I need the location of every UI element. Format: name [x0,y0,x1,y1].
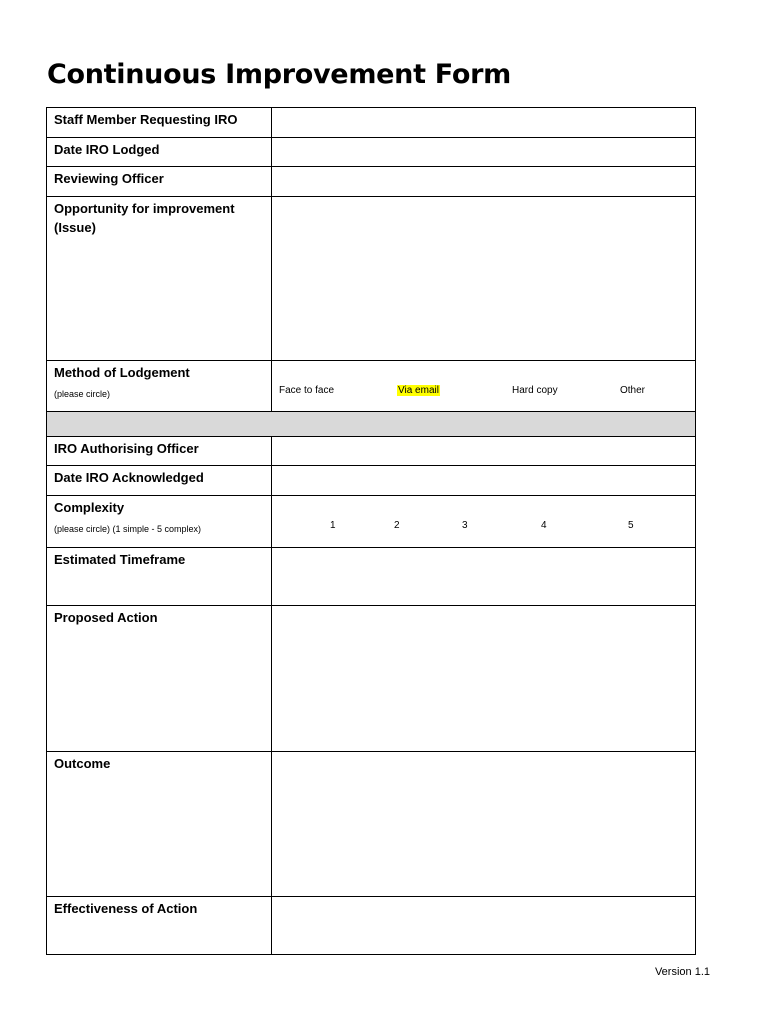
label-opportunity-issue: (Issue) [54,220,96,235]
label-opportunity: Opportunity for improvement [54,201,235,216]
field-estimated-timeframe[interactable] [272,548,696,606]
label-date-lodged: Date IRO Lodged [54,142,160,157]
field-opportunity[interactable] [272,197,696,361]
version-label: Version 1.1 [654,966,710,978]
field-date-lodged[interactable] [272,138,696,167]
page-title: Continuous Improvement Form [47,59,511,90]
label-staff-member: Staff Member Requesting IRO [54,112,238,127]
label-method-of-lodgement: Method of Lodgement [54,365,190,380]
hint-please-circle: (please circle) [54,389,111,399]
label-outcome: Outcome [54,756,111,771]
label-reviewing-officer: Reviewing Officer [54,171,164,186]
row-opportunity [47,197,696,361]
complexity-1[interactable]: 1 [330,520,336,531]
complexity-3[interactable]: 3 [462,520,468,531]
label-complexity: Complexity [54,500,125,515]
row-staff-member [47,108,696,138]
hint-complexity-scale: (please circle) (1 simple - 5 complex) [54,524,202,534]
row-outcome [47,752,696,897]
complexity-options [272,496,696,548]
field-reviewing-officer[interactable] [272,167,696,197]
complexity-5[interactable]: 5 [628,520,634,531]
row-estimated-timeframe [47,548,696,606]
field-effectiveness[interactable] [272,897,696,955]
label-proposed-action: Proposed Action [54,610,158,625]
field-outcome[interactable] [272,752,696,897]
label-effectiveness: Effectiveness of Action [54,901,198,916]
row-complexity [47,496,696,548]
lodgement-options [272,361,696,412]
option-face-to-face[interactable]: Face to face [279,385,335,396]
row-method-of-lodgement [47,361,696,412]
row-reviewing-officer [47,167,696,197]
label-authorising-officer: IRO Authorising Officer [54,441,199,456]
option-via-email[interactable]: Via email [398,385,439,396]
separator-row [47,412,696,437]
row-authorising-officer [47,437,696,466]
improvement-form-table [46,107,696,955]
field-date-acknowledged[interactable] [272,466,696,496]
field-authorising-officer[interactable] [272,437,696,466]
option-other[interactable]: Other [620,385,646,396]
complexity-2[interactable]: 2 [394,520,400,531]
field-staff-member[interactable] [272,108,696,138]
complexity-4[interactable]: 4 [541,520,547,531]
row-date-lodged [47,138,696,167]
section-divider [47,412,696,437]
row-proposed-action [47,606,696,752]
label-date-acknowledged: Date IRO Acknowledged [54,470,204,485]
label-estimated-timeframe: Estimated Timeframe [54,552,186,567]
row-date-acknowledged [47,466,696,496]
row-effectiveness [47,897,696,955]
field-proposed-action[interactable] [272,606,696,752]
option-hard-copy[interactable]: Hard copy [512,385,558,396]
